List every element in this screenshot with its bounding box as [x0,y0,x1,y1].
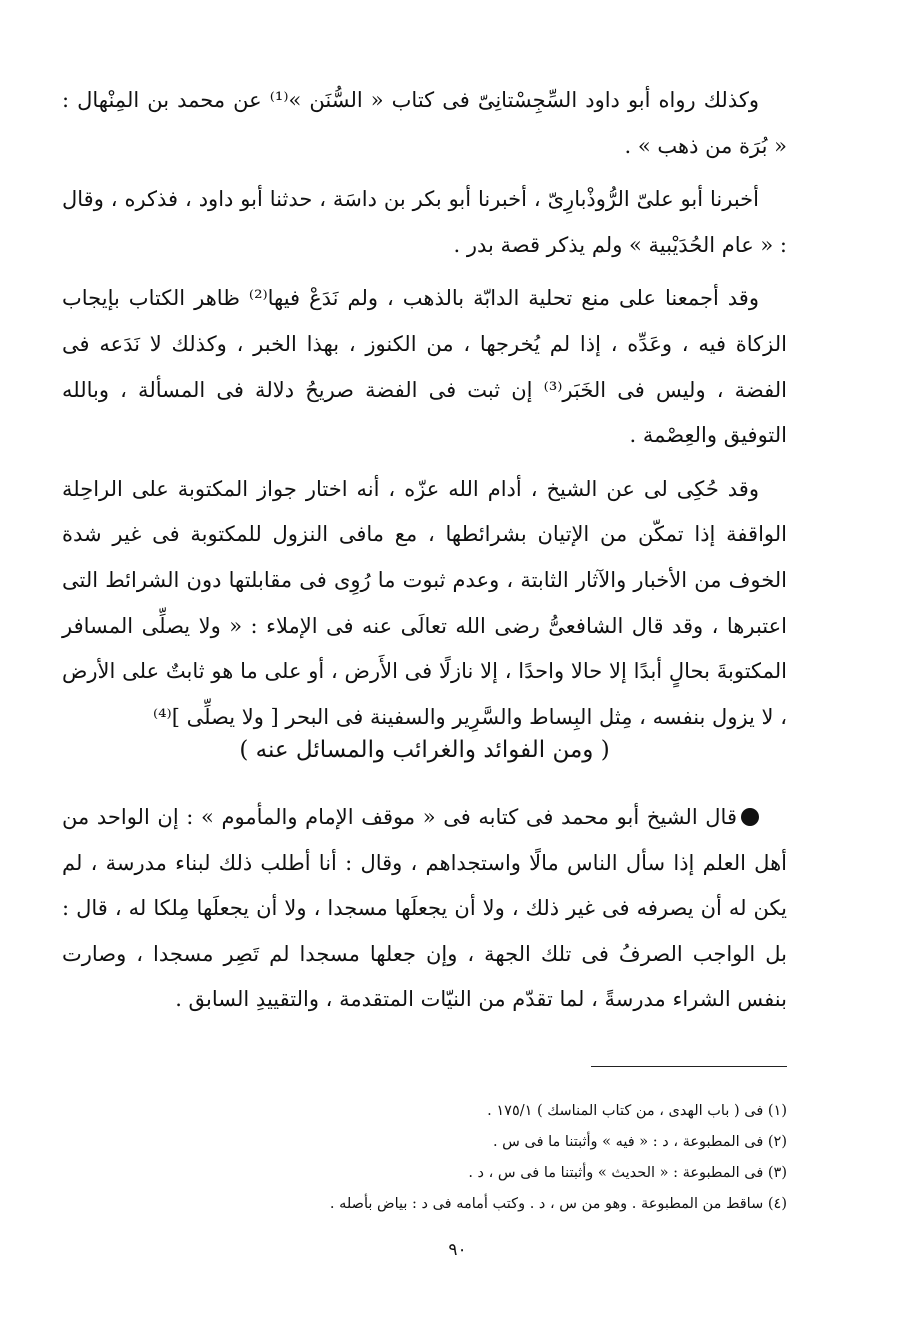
footnote-3: (٣) فى المطبوعة : « الحديث » وأثبتنا ما فى س ، د . [468,1165,787,1181]
paragraph-2: أخبرنا أبو علىّ الرُّوذْبارِىّ ، أخبرنا أبو بكر بن داسَة ، حدثنا أبو داود ، فذكره ، وقال : « عام الحُدَيْبية » ولم يذكر قصة بدر . [62,187,787,257]
section-text-block [62,795,787,1031]
paragraph-3: وقد أجمعنا على منع تحلية الدابّة بالذهب ، ولم نَدَعْ فيها⁽²⁾ ظاهر الكتاب بإيجاب الزكاة فيه ، وعَدِّه ، إذا لم يُخرجها ، من الكنوز ، بهذا الخبر ، وكذلك لا نَدَعه فى الفضة ، وليس فى الخَبَر⁽³⁾ إن ثبت فى الفضة صريحُ دلالة فى المسألة ، وبالله التوفيق والعِصْمة . [62,286,787,448]
footnote-divider [591,1066,787,1067]
paragraph-4: وقد حُكِى لى عن الشيخ ، أدام الله عزّه ، أنه اختار جواز المكتوبة على الراحِلة الواقفة إذا تمكّن من الإتيان بشرائطها ، مع مافى النزول للمكتوبة فى غير شدة الخوف من الأخبار والآثار الثابتة ، وعدم ثبوت ما رُوِى فى مقابلتها دون الشرائط التى اعتبرها ، وقد قال الشافعىُّ رضى الله تعالَى عنه فى الإملاء : « ولا يصلِّى المسافر المكتوبةَ بحالٍ أبدًا إلا حالا واحدًا ، إلا نازلًا فى الأَرض ، أو على ما هو ثابتٌ على الأرض ، لا يزول بنفسه ، مِثل البِساط والسَّرِير والسفينة فى البحر [ ولا يصلِّى ]⁽⁴⁾ [62,476,787,729]
section-heading: ( ومن الفوائد والغرائب والمسائل عنه ) [239,737,610,763]
footnotes [62,1096,787,1220]
section-paragraph [62,795,787,1023]
section-paragraph-text: قال الشيخ أبو محمد فى كتابه فى « موقف الإمام والمأموم » : إن الواحد من أهل العلم إذا سأل الناس مالًا واستجداهم ، وقال : أنا أطلب ذلك لبناء مدرسة ، لم يكن له أن يصرفه فى غير ذلك ، ولا أن يجعلَها مسجدا ، ولا أن يجعلَها مِلكا له ، قال : بل الواجب الصرفُ فى تلك الجهة ، وإن جعلها مسجدا لم تَصِر مسجدا ، وصارت بنفس الشراء مدرسةً ، لما تقدّم من النيّات المتقدمة ، والتقييدِ السابق . [62,805,787,1012]
footnote-1: (١) فى ( باب الهدى ، من كتاب المناسك ) ١٧٥/١ . [487,1103,787,1119]
footnote-2: (٢) فى المطبوعة ، د : « فيه » وأثبتنا ما فى س . [492,1134,787,1150]
main-text-block [62,78,787,748]
bullet-icon [741,808,759,826]
footnote-4: (٤) ساقط من المطبوعة . وهو من س ، د . وكتب أمامه فى د : بياض بأصله . [329,1196,787,1212]
page-number: ٩٠ [448,1240,467,1260]
paragraph-1: وكذلك رواه أبو داود السِّجِسْتانِىّ فى كتاب « السُّنَن »⁽¹⁾ عن محمد بن المِنْهال : « بُرَة من ذهب » . [62,88,787,158]
